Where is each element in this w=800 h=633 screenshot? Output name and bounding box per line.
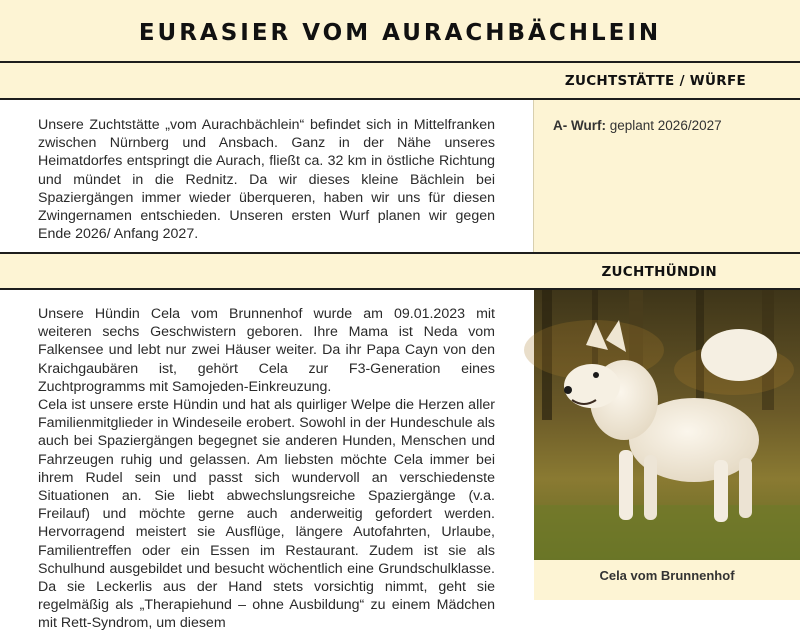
intro-text: Unsere Zuchtstätte „vom Aurachbächlein“ befindet sich in Mittelfranken zwischen Nürnberg und Ansbach. Ganz in der Nähe unseres Heimatdorfes entspringt die Aurach, fließt ca. 32 km in östliche Richtung und mündet in die Rednitz. Da wir dieses kleine Bächlein bei Spaziergängen immer wieder überqueren, haben wir uns für diesen Zwingernamen entschieden. Unseren ersten Wurf planen wir gegen Ende 2026/ Anfang 2027. bbox=[38, 117, 495, 243]
litter-box bbox=[533, 100, 800, 252]
section-bar-zuchtstaette bbox=[0, 63, 800, 100]
photo-caption-box bbox=[534, 560, 800, 600]
section-bar-zuchthuendin bbox=[0, 252, 800, 290]
cela-paragraph-1: Unsere Hündin Cela vom Brunnenhof wurde am 09.01.2023 mit weiteren sechs Geschwistern geboren. Ihre Mama ist Neda vom Falkensee und lebt nur zwei Häuser weiter. Da ihr Papa Cayn von den Kraichgaubären ist, gehört Cela zur F3-Generation eines Zuchtprogramms mit Samojeden-Einkreuzung. bbox=[38, 306, 495, 395]
photo-caption: Cela vom Brunnenhof bbox=[599, 568, 735, 583]
dog-photo-image bbox=[534, 290, 800, 560]
intro-paragraph bbox=[38, 116, 495, 243]
site-title[interactable]: EURASIER VOM AURACHBÄCHLEIN bbox=[138, 19, 662, 46]
cela-description bbox=[38, 305, 495, 633]
section-heading-zuchtstaette: ZUCHTSTÄTTE / WÜRFE bbox=[564, 73, 746, 89]
site-header bbox=[0, 0, 800, 63]
litter-entry bbox=[553, 118, 722, 133]
dog-photo bbox=[534, 290, 800, 560]
litter-status: geplant 2026/2027 bbox=[606, 118, 722, 133]
cela-paragraph-2: Cela ist unsere erste Hündin und hat als quirliger Welpe die Herzen aller Familienmitglieder in Windeseile erobert. Sowohl in der Hundeschule als auch bei Spaziergängen begegnet sie anderen Hunden, Menschen und Fahrzeugen ruhig und gelassen. Am liebsten möchte Cela immer bei ihrem Rudel sein und passt sich wundervoll an verschiedenste Situationen an. Sie liebt abwechslungsreiche Spaziergänge (v.a. Freilauf) und möchte gerne auch anderweitig gefordert werden. Hervorragend meistert sie Ausflüge, längere Autofahrten, Urlaube, Familientreffen oder ein Essen im Restaurant. Zudem ist sie als Schulhund ausgebildet und besucht wöchentlich eine Grundschulklasse. Da sie Leckerlis aus der Hand stets vorsichtig nimmt, geht sie regelmäßig als „Therapiehund – ohne Ausbildung“ zu einem Mädchen mit Rett-Syndrom, um diesem bbox=[38, 397, 495, 632]
section-heading-zuchthuendin: ZUCHTHÜNDIN bbox=[601, 264, 717, 280]
litter-name: A- Wurf: bbox=[553, 118, 606, 133]
